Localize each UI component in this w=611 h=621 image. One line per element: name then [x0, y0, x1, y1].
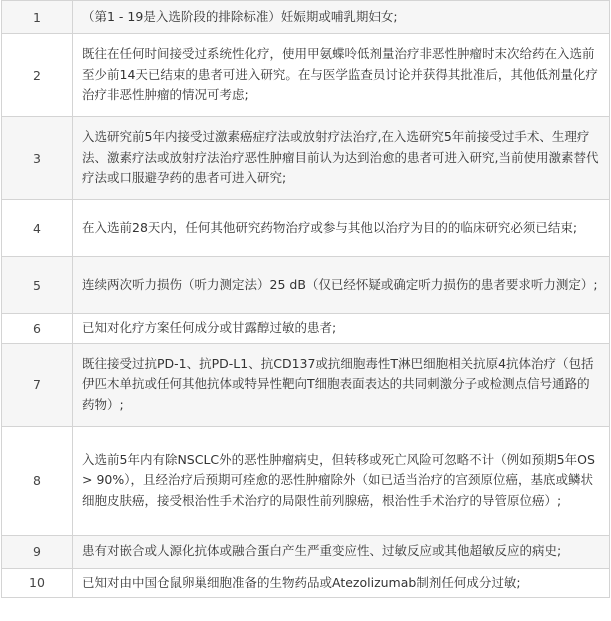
row-number: 10 [2, 568, 73, 598]
table-row [2, 200, 610, 257]
row-number: 6 [2, 314, 73, 344]
row-number: 7 [2, 343, 73, 426]
row-number: 3 [2, 117, 73, 200]
criterion-text: 入选前5年内有除NSCLC外的恶性肿瘤病史，但转移或死亡风险可忽略不计（例如预期5年OS > 90%），且经治疗后预期可痊愈的恶性肿瘤除外（如已适当治疗的宫颈原位癌，基底或鳞状细胞皮肤癌，接受根治性手术治疗的局限性前列腺癌，根治性手术治疗的导管原位癌）; [73, 426, 610, 535]
row-number: 5 [2, 257, 73, 314]
criterion-text: 在入选前28天内，任何其他研究药物治疗或参与其他以治疗为目的的临床研究必须已结束; [73, 200, 610, 257]
table-row [2, 426, 610, 535]
criterion-text: 既往在任何时间接受过系统性化疗，使用甲氨蝶呤低剂量治疗非恶性肿瘤时末次给药在入选前至少前14天已结束的患者可进入研究。在与医学监查员讨论并获得其批准后，其他低剂量化疗治疗非恶性肿瘤的情况可考虑; [73, 34, 610, 117]
table-row [2, 1, 610, 34]
exclusion-criteria-table [1, 0, 610, 598]
criterion-text: 既往接受过抗PD-1、抗PD-L1、抗CD137或抗细胞毒性T淋巴细胞相关抗原4抗体治疗（包括伊匹木单抗或任何其他抗体或特异性靶向T细胞表面表达的共同刺激分子或检测点信号通路的药物）; [73, 343, 610, 426]
table-row [2, 535, 610, 568]
criterion-text: 已知对化疗方案任何成分或甘露醇过敏的患者; [73, 314, 610, 344]
table-row [2, 34, 610, 117]
row-number: 1 [2, 1, 73, 34]
row-number: 8 [2, 426, 73, 535]
criterion-text: 连续两次听力损伤（听力测定法）25 dB（仅已经怀疑或确定听力损伤的患者要求听力测定）; [73, 257, 610, 314]
table-row [2, 314, 610, 344]
table-row [2, 568, 610, 598]
criterion-text: 已知对由中国仓鼠卵巢细胞准备的生物药品或Atezolizumab制剂任何成分过敏; [73, 568, 610, 598]
criterion-text: （第1 - 19是入选阶段的排除标准）妊娠期或哺乳期妇女; [73, 1, 610, 34]
row-number: 9 [2, 535, 73, 568]
criterion-text: 入选研究前5年内接受过激素癌症疗法或放射疗法治疗,在入选研究5年前接受过手术、生理疗法、激素疗法或放射疗法治疗恶性肿瘤目前认为达到治愈的患者可进入研究,当前使用激素替代疗法或口服避孕药的患者可进入研究; [73, 117, 610, 200]
table-row [2, 117, 610, 200]
table-row [2, 343, 610, 426]
criterion-text: 患有对嵌合或人源化抗体或融合蛋白产生严重变应性、过敏反应或其他超敏反应的病史; [73, 535, 610, 568]
row-number: 2 [2, 34, 73, 117]
table-row [2, 257, 610, 314]
row-number: 4 [2, 200, 73, 257]
